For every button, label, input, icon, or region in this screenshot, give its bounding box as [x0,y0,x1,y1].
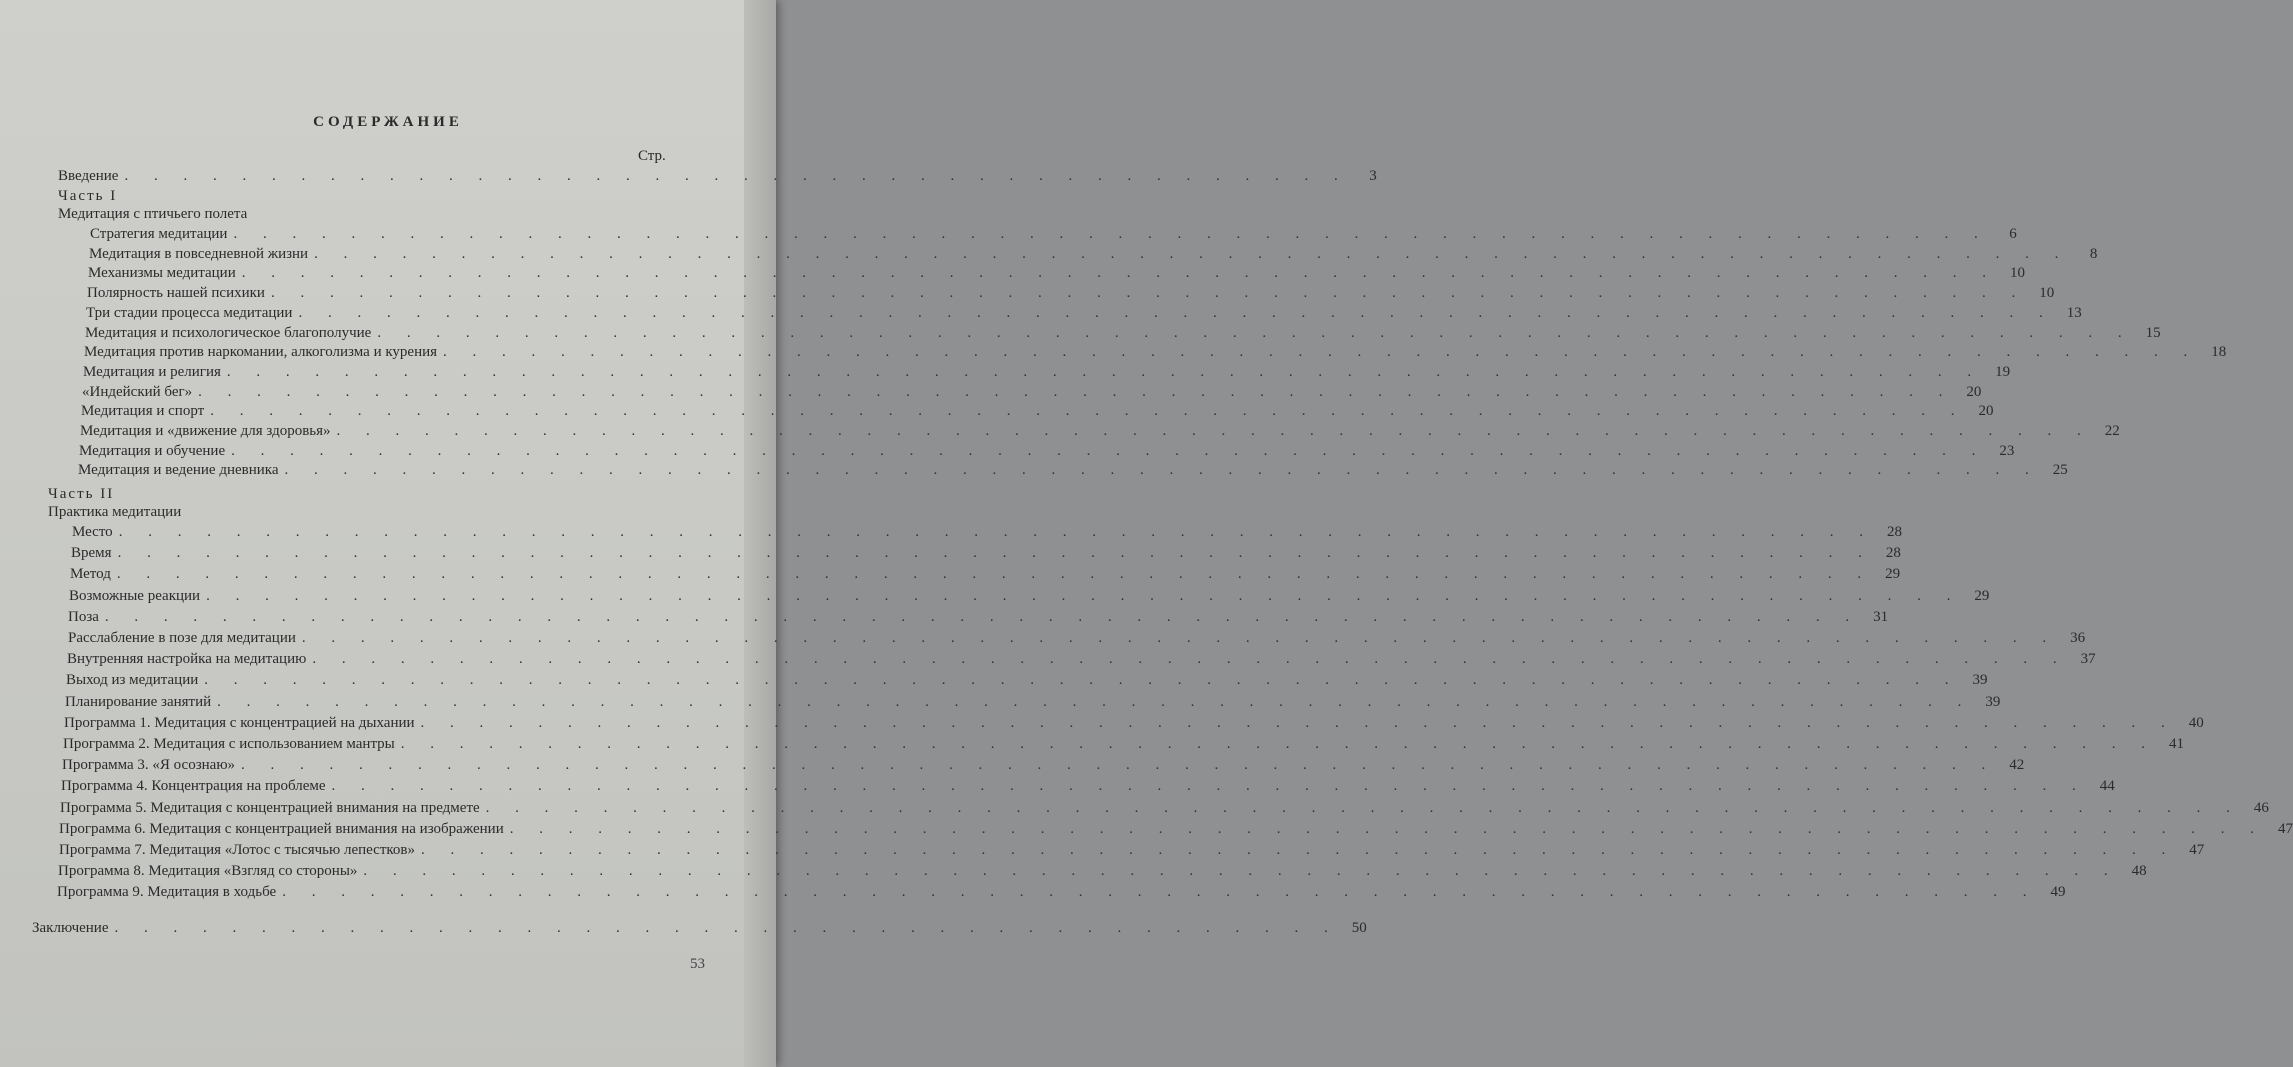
toc-entry [78,462,2068,482]
leader-dots: . . . . . . . . . . . . . . . . . . . . . . . . . . . . . . . . . . . . . . . . . . . . . . . . . . . . . . . . . . . . [270,285,2027,301]
part2-subtitle: Практика медитации [48,504,182,520]
toc-entry-title: Медитация и обучение [79,443,226,459]
toc-entry-title: Внутренняя настройка на медитацию [67,651,307,667]
toc-entry [59,842,2205,862]
toc-entry-title: Поза [68,609,99,625]
toc-entry [72,524,1902,544]
toc-entry-title: Программа 4. Концентрация на проблеме [61,778,326,794]
toc-entry-title: Медитация и ведение дневника [78,462,279,478]
leader-dots: . . . . . . . . . . . . . . . . . . . . . . . . . . . . . . . . . . . . . . . . . . . . . . . . . . . . . . . . . . . . [118,524,1874,540]
toc-entry [60,800,2269,820]
toc-entry-title: Выход из медитации [66,672,199,688]
toc-entry [68,630,2086,650]
toc-entry-title: Возможные реакции [69,588,201,604]
leader-dots: . . . . . . . . . . . . . . . . . . . . . . . . . . . . . . . . . . . . . . . . . . . . . . . . . . . . . . . . . . . . [241,265,1997,281]
leader-dots: . . . . . . . . . . . . . . . . . . . . . . . . . . . . . . . . . . . . . . . . . . . . . . . . . . . . . . . . . . . . [298,305,2054,321]
leader-dots: . . . . . . . . . . . . . . . . . . . . . . . . . . . . . . . . . . . . . . . . . . . . . . . . . . . . . . . . . . . . [301,630,2058,646]
toc-entry [80,423,2120,443]
toc-entry [70,566,1901,586]
toc-entry [85,325,2161,345]
toc-entry-page: 18 [2211,344,2227,360]
toc-entry-page: 42 [2009,757,2025,773]
toc-entry [82,384,1982,404]
toc-entry-title: Время [71,545,112,561]
toc-entry-page: 20 [1966,384,1982,400]
leader-dots: . . . . . . . . . . . . . . . . . . . . . . . . . . . . . . . . . . . . . . . . . . . . . . . . . . . . . . . . . . . . [363,863,2119,879]
toc-entry-title: Стратегия медитации [90,226,228,242]
toc-entry-title: Медитация в повседневной жизни [89,246,309,262]
toc-entry-page: 15 [2145,325,2161,341]
toc-entry-title: Программа 1. Медитация с концентрацией на дыхании [64,715,415,731]
leader-dots: . . . . . . . . . . . . . . . . . . . . . . . . . . . . . . . . . . . . . . . . . . . . . . . . . . . . . . . . . . . . [204,672,1960,688]
toc-entry-page: 48 [2131,863,2147,879]
toc-entry [84,344,2227,364]
leader-dots: . . . . . . . . . . . . . . . . . . . . . . . . . . . . . . . . . . . . . . . . . . . . . . . . . . . . . . . . . . . . [226,364,1983,380]
toc-entry-page: 40 [2188,715,2204,731]
toc-entry [67,651,2096,671]
toc-entry-page: 29 [1885,566,1901,582]
toc-entry-page: 25 [2052,462,2068,478]
toc-entry-page: 39 [1985,694,2001,710]
leader-dots: . . . . . . . . . . . . . . . . . . . . . . . . . . . . . . . . . . . . . . . . . . . . . . . . . . . . . . . . . . . . [116,566,1873,582]
toc-entry-page: 31 [1873,609,1889,625]
toc-entry-page: 39 [1972,672,1988,688]
toc-entry-page: 23 [1999,443,2015,459]
leader-dots: . . . . . . . . . . . . . . . . . . . . . . . . . . . . . . . . . . . . . . . . . . . . . . . . . . . . . . . . . . . . [210,403,1966,419]
leader-dots: . . . . . . . . . . . . . . . . . . . . . . . . . . . . . . . . . . . . . . . . . . . . . . . . . . . . . . . . . . . . [206,588,1962,604]
leader-dots: . . . . . . . . . . . . . . . . . . . . . . . . . . . . . . . . . . . . . . . . . . . . . . . . . . . . . . . . . . . . [377,325,2133,341]
toc-entry-title: Медитация и психологическое благополучие [85,325,372,341]
leader-dots: . . . . . . . . . . . . . . . . . . . . . . . . . . . . . . . . . . . . . . . . . . . . . . . . . . . . . . . . . . . . [233,226,1989,242]
leader-dots: . . . . . . . . . . . . . . . . . . . . . . . . . . . . . . . . . . . . . . . . . . . . . . . . . . . . . . . . . . . . [231,443,1987,459]
toc-entry [83,364,2011,384]
leader-dots: . . . . . . . . . . . . . . . . . . . . . . . . . . . . . . . . . . . . . . . . . . . . . . . . . . . . . . . . . . . . [485,800,2241,816]
toc-entry-title: Программа 2. Медитация с использованием мантры [63,736,395,752]
toc-entry [71,545,1901,565]
toc-entry-title: Программа 9. Медитация в ходьбе [57,884,277,900]
toc-entry-title: Расслабление в позе для медитации [68,630,296,646]
toc-entry [64,715,2204,735]
page-number: 53 [690,956,705,972]
toc-entry-title: Введение [58,168,119,184]
toc-entry [63,736,2185,756]
toc-entry [66,672,1988,692]
toc-entry-title: Заключение [32,920,109,936]
toc-entry-page: 28 [1885,545,1901,561]
toc-entry-page: 50 [1351,920,1367,936]
toc-entry-page: 19 [1995,364,2011,380]
toc-entry-title: Программа 3. «Я осознаю» [62,757,236,773]
leader-dots: . . . . . . . . . . . . . . . . . . . . . . . . . . . . . . . . . . . . . . . . . . [114,920,1339,936]
toc-entry-page: 10 [2010,265,2025,281]
toc-entry [65,694,2001,714]
toc-entry-title: Медитация и «движение для здоровья» [80,423,331,439]
toc-entry [81,403,1994,423]
toc-entry [89,246,2098,266]
toc-entry-page: 22 [2104,423,2120,439]
toc-entry-title: Место [72,524,113,540]
leader-dots: . . . . . . . . . . . . . . . . . . . . . . . . . . . . . . . . . . . . . . . . . . . . . . . . . . . . . . . . . . . . [284,462,2040,478]
page-column-label: Стр. [638,148,666,164]
leader-dots: . . . . . . . . . . . . . . . . . . . . . . . . . . . . . . . . . . . . . . . . . . . . . . . . . . . . . . . . . . . . [104,609,1861,625]
toc-entry-page: 3 [1369,168,1377,184]
leader-dots: . . . . . . . . . . . . . . . . . . . . . . . . . . . . . . . . . . . . . . . . . . . . . . . . . . . . . . . . . . . . [198,384,1954,400]
toc-entry-title: Программа 5. Медитация с концентрацией внимания на предмете [60,800,480,816]
toc-entry [57,884,2066,904]
toc-entry [87,285,2055,305]
toc-entry-page: 13 [2066,305,2082,321]
toc-entry-title: Программа 8. Медитация «Взгляд со стороны» [58,863,358,879]
toc-entry-intro [58,168,1377,188]
leader-dots: . . . . . . . . . . . . . . . . . . . . . . . . . . . . . . . . . . . . . . . . . . [124,168,1349,184]
part2-label: Часть II [48,486,115,502]
leader-dots: . . . . . . . . . . . . . . . . . . . . . . . . . . . . . . . . . . . . . . . . . . . . . . . . . . . . . . . . . . . . [421,842,2177,858]
toc-entry-page: 29 [1974,588,1990,604]
leader-dots: . . . . . . . . . . . . . . . . . . . . . . . . . . . . . . . . . . . . . . . . . . . . . . . . . . . . . . . . . . . . [117,545,1873,561]
toc-entry-title: Полярность нашей психики [87,285,265,301]
toc-entry [58,863,2147,883]
toc-entry-title: Механизмы медитации [88,265,236,281]
toc-entry-page: 6 [2009,226,2017,242]
leader-dots: . . . . . . . . . . . . . . . . . . . . . . . . . . . . . . . . . . . . . . . . . . . . . . . . . . . . . . . . . . . . [282,884,2038,900]
leader-dots: . . . . . . . . . . . . . . . . . . . . . . . . . . . . . . . . . . . . . . . . . . . . . . . . . . . . . . . . . . . . [443,344,2199,360]
toc-entry [68,609,1889,629]
toc-entry-conclusion [32,920,1367,940]
toc-entry-page: 46 [2253,800,2269,816]
toc-entry [90,226,2017,246]
toc-entry-title: Программа 7. Медитация «Лотос с тысячью лепестков» [59,842,415,858]
toc-entry-title: Планирование занятий [65,694,212,710]
toc-entry-page: 28 [1886,524,1902,540]
leader-dots: . . . . . . . . . . . . . . . . . . . . . . . . . . . . . . . . . . . . . . . . . . . . . . . . . . . . . . . . . . . . [509,821,2265,837]
toc-entry-title: «Индейский бег» [82,384,193,400]
leader-dots: . . . . . . . . . . . . . . . . . . . . . . . . . . . . . . . . . . . . . . . . . . . . . . . . . . . . . . . . . . . . [420,715,2176,731]
page-title: СОДЕРЖАНИЕ [313,114,463,130]
toc-entry [69,588,1990,608]
toc-entry-title: Медитация против наркомании, алкоголизма и курения [84,344,438,360]
part1-label: Часть I [58,188,118,204]
toc-entry-title: Три стадии процесса медитации [86,305,293,321]
toc-entry-page: 49 [2050,884,2066,900]
toc-entry [79,443,2015,463]
toc-entry-page: 41 [2169,736,2185,752]
part1-subtitle: Медитация с птичьего полета [58,206,248,222]
toc-entry [86,305,2082,325]
leader-dots: . . . . . . . . . . . . . . . . . . . . . . . . . . . . . . . . . . . . . . . . . . . . . . . . . . . . . . . . . . . . [336,423,2092,439]
toc-entry-page: 8 [2089,246,2098,262]
leader-dots: . . . . . . . . . . . . . . . . . . . . . . . . . . . . . . . . . . . . . . . . . . . . . . . . . . . . . . . . . . . . [314,246,2070,262]
leader-dots: . . . . . . . . . . . . . . . . . . . . . . . . . . . . . . . . . . . . . . . . . . . . . . . . . . . . . . . . . . . . [312,651,2068,667]
toc-entry-page: 37 [2080,651,2096,667]
toc-entry-page: 20 [1978,403,1994,419]
toc-entry-title: Программа 6. Медитация с концентрацией внимания на изображении [59,821,504,837]
toc-entry-page: 47 [2189,842,2205,858]
toc-entry [88,265,2025,285]
toc-entry-title: Медитация и религия [83,364,221,380]
leader-dots: . . . . . . . . . . . . . . . . . . . . . . . . . . . . . . . . . . . . . . . . . . . . . . . . . . . . . . . . . . . . [241,757,1997,773]
toc-entry-page: 47 [2277,821,2293,837]
toc-entry-page: 36 [2070,630,2086,646]
toc-entry-page: 10 [2039,285,2055,301]
toc-entry-title: Медитация и спорт [81,403,205,419]
toc-entry [61,778,2115,798]
toc-entry-title: Метод [70,566,111,582]
leader-dots: . . . . . . . . . . . . . . . . . . . . . . . . . . . . . . . . . . . . . . . . . . . . . . . . . . . . . . . . . . . . [331,778,2087,794]
toc-entry [62,757,2025,777]
toc-entry [59,821,2293,841]
leader-dots: . . . . . . . . . . . . . . . . . . . . . . . . . . . . . . . . . . . . . . . . . . . . . . . . . . . . . . . . . . . . [217,694,1973,710]
toc-entry-page: 44 [2099,778,2115,794]
leader-dots: . . . . . . . . . . . . . . . . . . . . . . . . . . . . . . . . . . . . . . . . . . . . . . . . . . . . . . . . . . . . [400,736,2157,752]
